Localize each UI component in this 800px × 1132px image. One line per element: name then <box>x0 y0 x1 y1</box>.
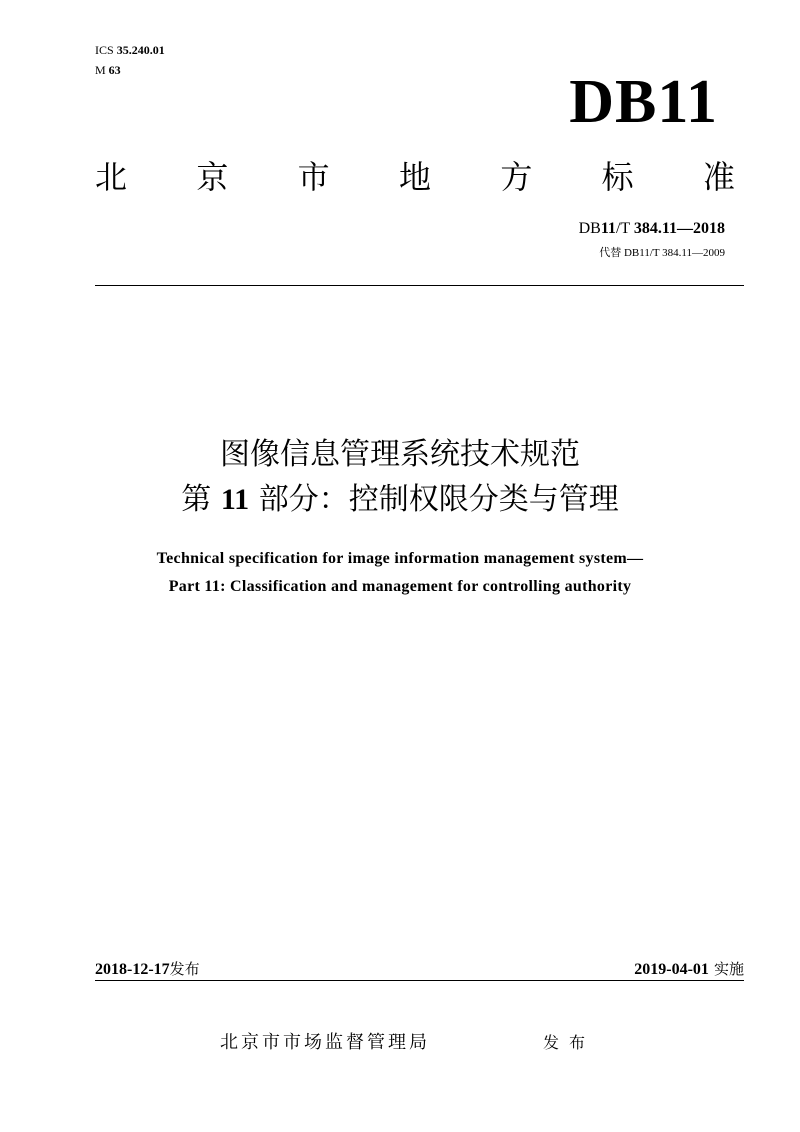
title-chinese-line1: 图像信息管理系统技术规范 <box>220 437 580 472</box>
footer-divider <box>95 980 744 981</box>
standard-number-type: /T <box>615 220 630 237</box>
standard-type-heading <box>95 155 735 199</box>
title-part-prefix: 第 <box>181 482 212 517</box>
db11-logo: DB11 <box>569 68 718 136</box>
issue-date-value: 2018-12-17 <box>95 961 170 978</box>
standard-number-region: 11 <box>600 220 616 237</box>
standard-type-char: 地 <box>398 158 431 196</box>
standard-number-prefix: DB <box>578 220 601 237</box>
m-classification <box>95 60 121 80</box>
standard-number <box>579 218 725 240</box>
implementation-date <box>634 958 744 981</box>
replaces-note: 代替 DB11/T 384.11—2009 <box>599 247 725 259</box>
implementation-date-value: 2019-04-01 <box>634 961 709 978</box>
issuing-action: 发布 <box>543 1033 596 1052</box>
standard-type-char: 准 <box>702 158 735 196</box>
ics-label: ICS <box>95 43 114 57</box>
standard-type-char: 京 <box>196 158 229 196</box>
ics-code: 35.240.01 <box>116 43 165 57</box>
issue-date <box>95 958 200 981</box>
standard-number-code: 384.11—2018 <box>633 220 725 237</box>
m-code: 63 <box>108 63 121 77</box>
standard-type-char: 标 <box>601 158 634 196</box>
ics-classification <box>95 40 165 60</box>
standard-type-char: 方 <box>500 158 533 196</box>
issuing-authority: 北京市市场监督管理局 <box>220 1032 430 1053</box>
header-divider <box>95 285 744 286</box>
title-english-line1: Technical specification for image information management system— <box>156 550 644 567</box>
implementation-label: 实施 <box>713 960 744 978</box>
title-part-name: 部分：控制权限分类与管理 <box>258 482 619 517</box>
standard-type-char: 北 <box>95 158 128 196</box>
title-english-line2: Part 11: Classification and management for controlling authority <box>168 578 632 595</box>
m-label: M <box>95 63 106 77</box>
standard-type-char: 市 <box>297 158 330 196</box>
title-part-number: 11 <box>220 483 250 516</box>
issue-label: 发布 <box>169 960 200 978</box>
title-chinese-line2 <box>0 478 800 522</box>
